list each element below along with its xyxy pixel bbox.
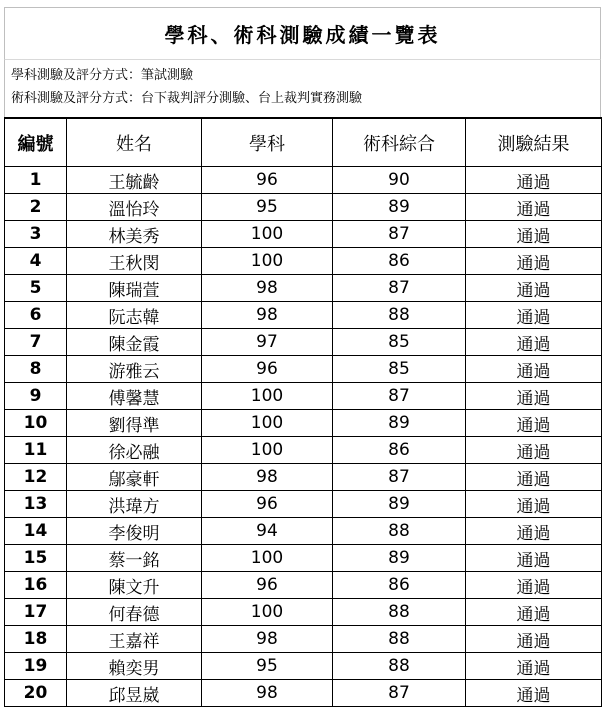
cell-name: 李俊明 xyxy=(67,518,202,545)
table-row xyxy=(5,410,602,437)
header-result: 測驗結果 xyxy=(466,118,602,167)
cell-result: 通過 xyxy=(466,275,602,302)
cell-name: 王秋閔 xyxy=(67,248,202,275)
cell-written-score: 100 xyxy=(202,410,333,437)
cell-result: 通過 xyxy=(466,626,602,653)
table-row xyxy=(5,464,602,491)
cell-result: 通過 xyxy=(466,167,602,194)
test-method-notes xyxy=(4,59,601,117)
cell-practical-score: 90 xyxy=(333,167,466,194)
cell-written-score: 100 xyxy=(202,383,333,410)
cell-result: 通過 xyxy=(466,680,602,707)
cell-written-score: 96 xyxy=(202,572,333,599)
cell-number: 18 xyxy=(5,626,67,653)
cell-number: 20 xyxy=(5,680,67,707)
cell-number: 2 xyxy=(5,194,67,221)
table-row xyxy=(5,599,602,626)
cell-number: 4 xyxy=(5,248,67,275)
table-row xyxy=(5,572,602,599)
cell-practical-score: 87 xyxy=(333,383,466,410)
cell-result: 通過 xyxy=(466,194,602,221)
cell-result: 通過 xyxy=(466,545,602,572)
cell-written-score: 98 xyxy=(202,275,333,302)
cell-written-score: 96 xyxy=(202,356,333,383)
cell-result: 通過 xyxy=(466,356,602,383)
cell-practical-score: 85 xyxy=(333,356,466,383)
table-row xyxy=(5,626,602,653)
table-row xyxy=(5,383,602,410)
cell-name: 王嘉祥 xyxy=(67,626,202,653)
page-title: 學科、術科測驗成績一覽表 xyxy=(164,23,441,47)
cell-written-score: 94 xyxy=(202,518,333,545)
cell-result: 通過 xyxy=(466,221,602,248)
cell-result: 通過 xyxy=(466,491,602,518)
cell-number: 19 xyxy=(5,653,67,680)
cell-number: 11 xyxy=(5,437,67,464)
cell-name: 林美秀 xyxy=(67,221,202,248)
cell-result: 通過 xyxy=(466,653,602,680)
cell-written-score: 98 xyxy=(202,626,333,653)
cell-result: 通過 xyxy=(466,599,602,626)
table-row xyxy=(5,302,602,329)
cell-practical-score: 89 xyxy=(333,194,466,221)
cell-number: 14 xyxy=(5,518,67,545)
table-header-row xyxy=(5,118,602,167)
practical-test-method-note: 術科測驗及評分方式：台下裁判評分測驗、台上裁判實務測驗 xyxy=(11,91,363,106)
cell-practical-score: 88 xyxy=(333,599,466,626)
cell-name: 溫怡玲 xyxy=(67,194,202,221)
cell-result: 通過 xyxy=(466,248,602,275)
table-row xyxy=(5,221,602,248)
cell-name: 陳金霞 xyxy=(67,329,202,356)
title-box xyxy=(4,7,601,59)
cell-practical-score: 88 xyxy=(333,518,466,545)
cell-name: 王毓齡 xyxy=(67,167,202,194)
cell-number: 16 xyxy=(5,572,67,599)
cell-name: 阮志韓 xyxy=(67,302,202,329)
cell-practical-score: 86 xyxy=(333,248,466,275)
cell-practical-score: 89 xyxy=(333,545,466,572)
score-sheet xyxy=(4,7,601,707)
cell-practical-score: 88 xyxy=(333,653,466,680)
cell-practical-score: 87 xyxy=(333,275,466,302)
cell-name: 何春德 xyxy=(67,599,202,626)
cell-written-score: 100 xyxy=(202,221,333,248)
header-number: 編號 xyxy=(5,118,67,167)
cell-written-score: 95 xyxy=(202,194,333,221)
cell-number: 1 xyxy=(5,167,67,194)
cell-number: 10 xyxy=(5,410,67,437)
cell-written-score: 97 xyxy=(202,329,333,356)
cell-result: 通過 xyxy=(466,410,602,437)
table-row xyxy=(5,545,602,572)
cell-name: 劉得準 xyxy=(67,410,202,437)
cell-number: 12 xyxy=(5,464,67,491)
cell-written-score: 98 xyxy=(202,680,333,707)
cell-practical-score: 87 xyxy=(333,464,466,491)
cell-practical-score: 86 xyxy=(333,572,466,599)
cell-number: 3 xyxy=(5,221,67,248)
cell-number: 15 xyxy=(5,545,67,572)
cell-result: 通過 xyxy=(466,302,602,329)
cell-result: 通過 xyxy=(466,464,602,491)
cell-written-score: 98 xyxy=(202,302,333,329)
cell-written-score: 96 xyxy=(202,167,333,194)
table-row xyxy=(5,491,602,518)
cell-written-score: 100 xyxy=(202,545,333,572)
table-row xyxy=(5,194,602,221)
cell-number: 6 xyxy=(5,302,67,329)
table-row xyxy=(5,653,602,680)
results-table xyxy=(4,117,602,707)
cell-written-score: 100 xyxy=(202,248,333,275)
cell-practical-score: 89 xyxy=(333,491,466,518)
written-test-method-note: 學科測驗及評分方式：筆試測驗 xyxy=(11,68,194,83)
table-row xyxy=(5,275,602,302)
cell-name: 蔡一銘 xyxy=(67,545,202,572)
cell-number: 8 xyxy=(5,356,67,383)
header-written-score: 學科 xyxy=(202,118,333,167)
cell-result: 通過 xyxy=(466,383,602,410)
table-row xyxy=(5,167,602,194)
table-row xyxy=(5,329,602,356)
cell-result: 通過 xyxy=(466,329,602,356)
header-name: 姓名 xyxy=(67,118,202,167)
cell-practical-score: 86 xyxy=(333,437,466,464)
cell-name: 鄔豪軒 xyxy=(67,464,202,491)
cell-name: 徐必融 xyxy=(67,437,202,464)
cell-name: 洪瑋方 xyxy=(67,491,202,518)
cell-practical-score: 89 xyxy=(333,410,466,437)
table-row xyxy=(5,356,602,383)
table-row xyxy=(5,248,602,275)
cell-practical-score: 87 xyxy=(333,680,466,707)
cell-practical-score: 85 xyxy=(333,329,466,356)
cell-name: 邱昱崴 xyxy=(67,680,202,707)
table-row xyxy=(5,680,602,707)
cell-number: 17 xyxy=(5,599,67,626)
table-row xyxy=(5,437,602,464)
cell-number: 7 xyxy=(5,329,67,356)
cell-name: 傅馨慧 xyxy=(67,383,202,410)
cell-number: 13 xyxy=(5,491,67,518)
cell-number: 9 xyxy=(5,383,67,410)
cell-name: 游雅云 xyxy=(67,356,202,383)
cell-practical-score: 88 xyxy=(333,626,466,653)
cell-name: 陳瑞萱 xyxy=(67,275,202,302)
cell-number: 5 xyxy=(5,275,67,302)
cell-practical-score: 87 xyxy=(333,221,466,248)
table-body xyxy=(5,167,602,707)
cell-written-score: 100 xyxy=(202,599,333,626)
cell-result: 通過 xyxy=(466,437,602,464)
cell-written-score: 100 xyxy=(202,437,333,464)
cell-written-score: 96 xyxy=(202,491,333,518)
cell-result: 通過 xyxy=(466,518,602,545)
cell-practical-score: 88 xyxy=(333,302,466,329)
cell-written-score: 95 xyxy=(202,653,333,680)
header-practical-score: 術科綜合 xyxy=(333,118,466,167)
cell-result: 通過 xyxy=(466,572,602,599)
cell-written-score: 98 xyxy=(202,464,333,491)
cell-name: 陳文升 xyxy=(67,572,202,599)
cell-name: 賴奕男 xyxy=(67,653,202,680)
table-row xyxy=(5,518,602,545)
